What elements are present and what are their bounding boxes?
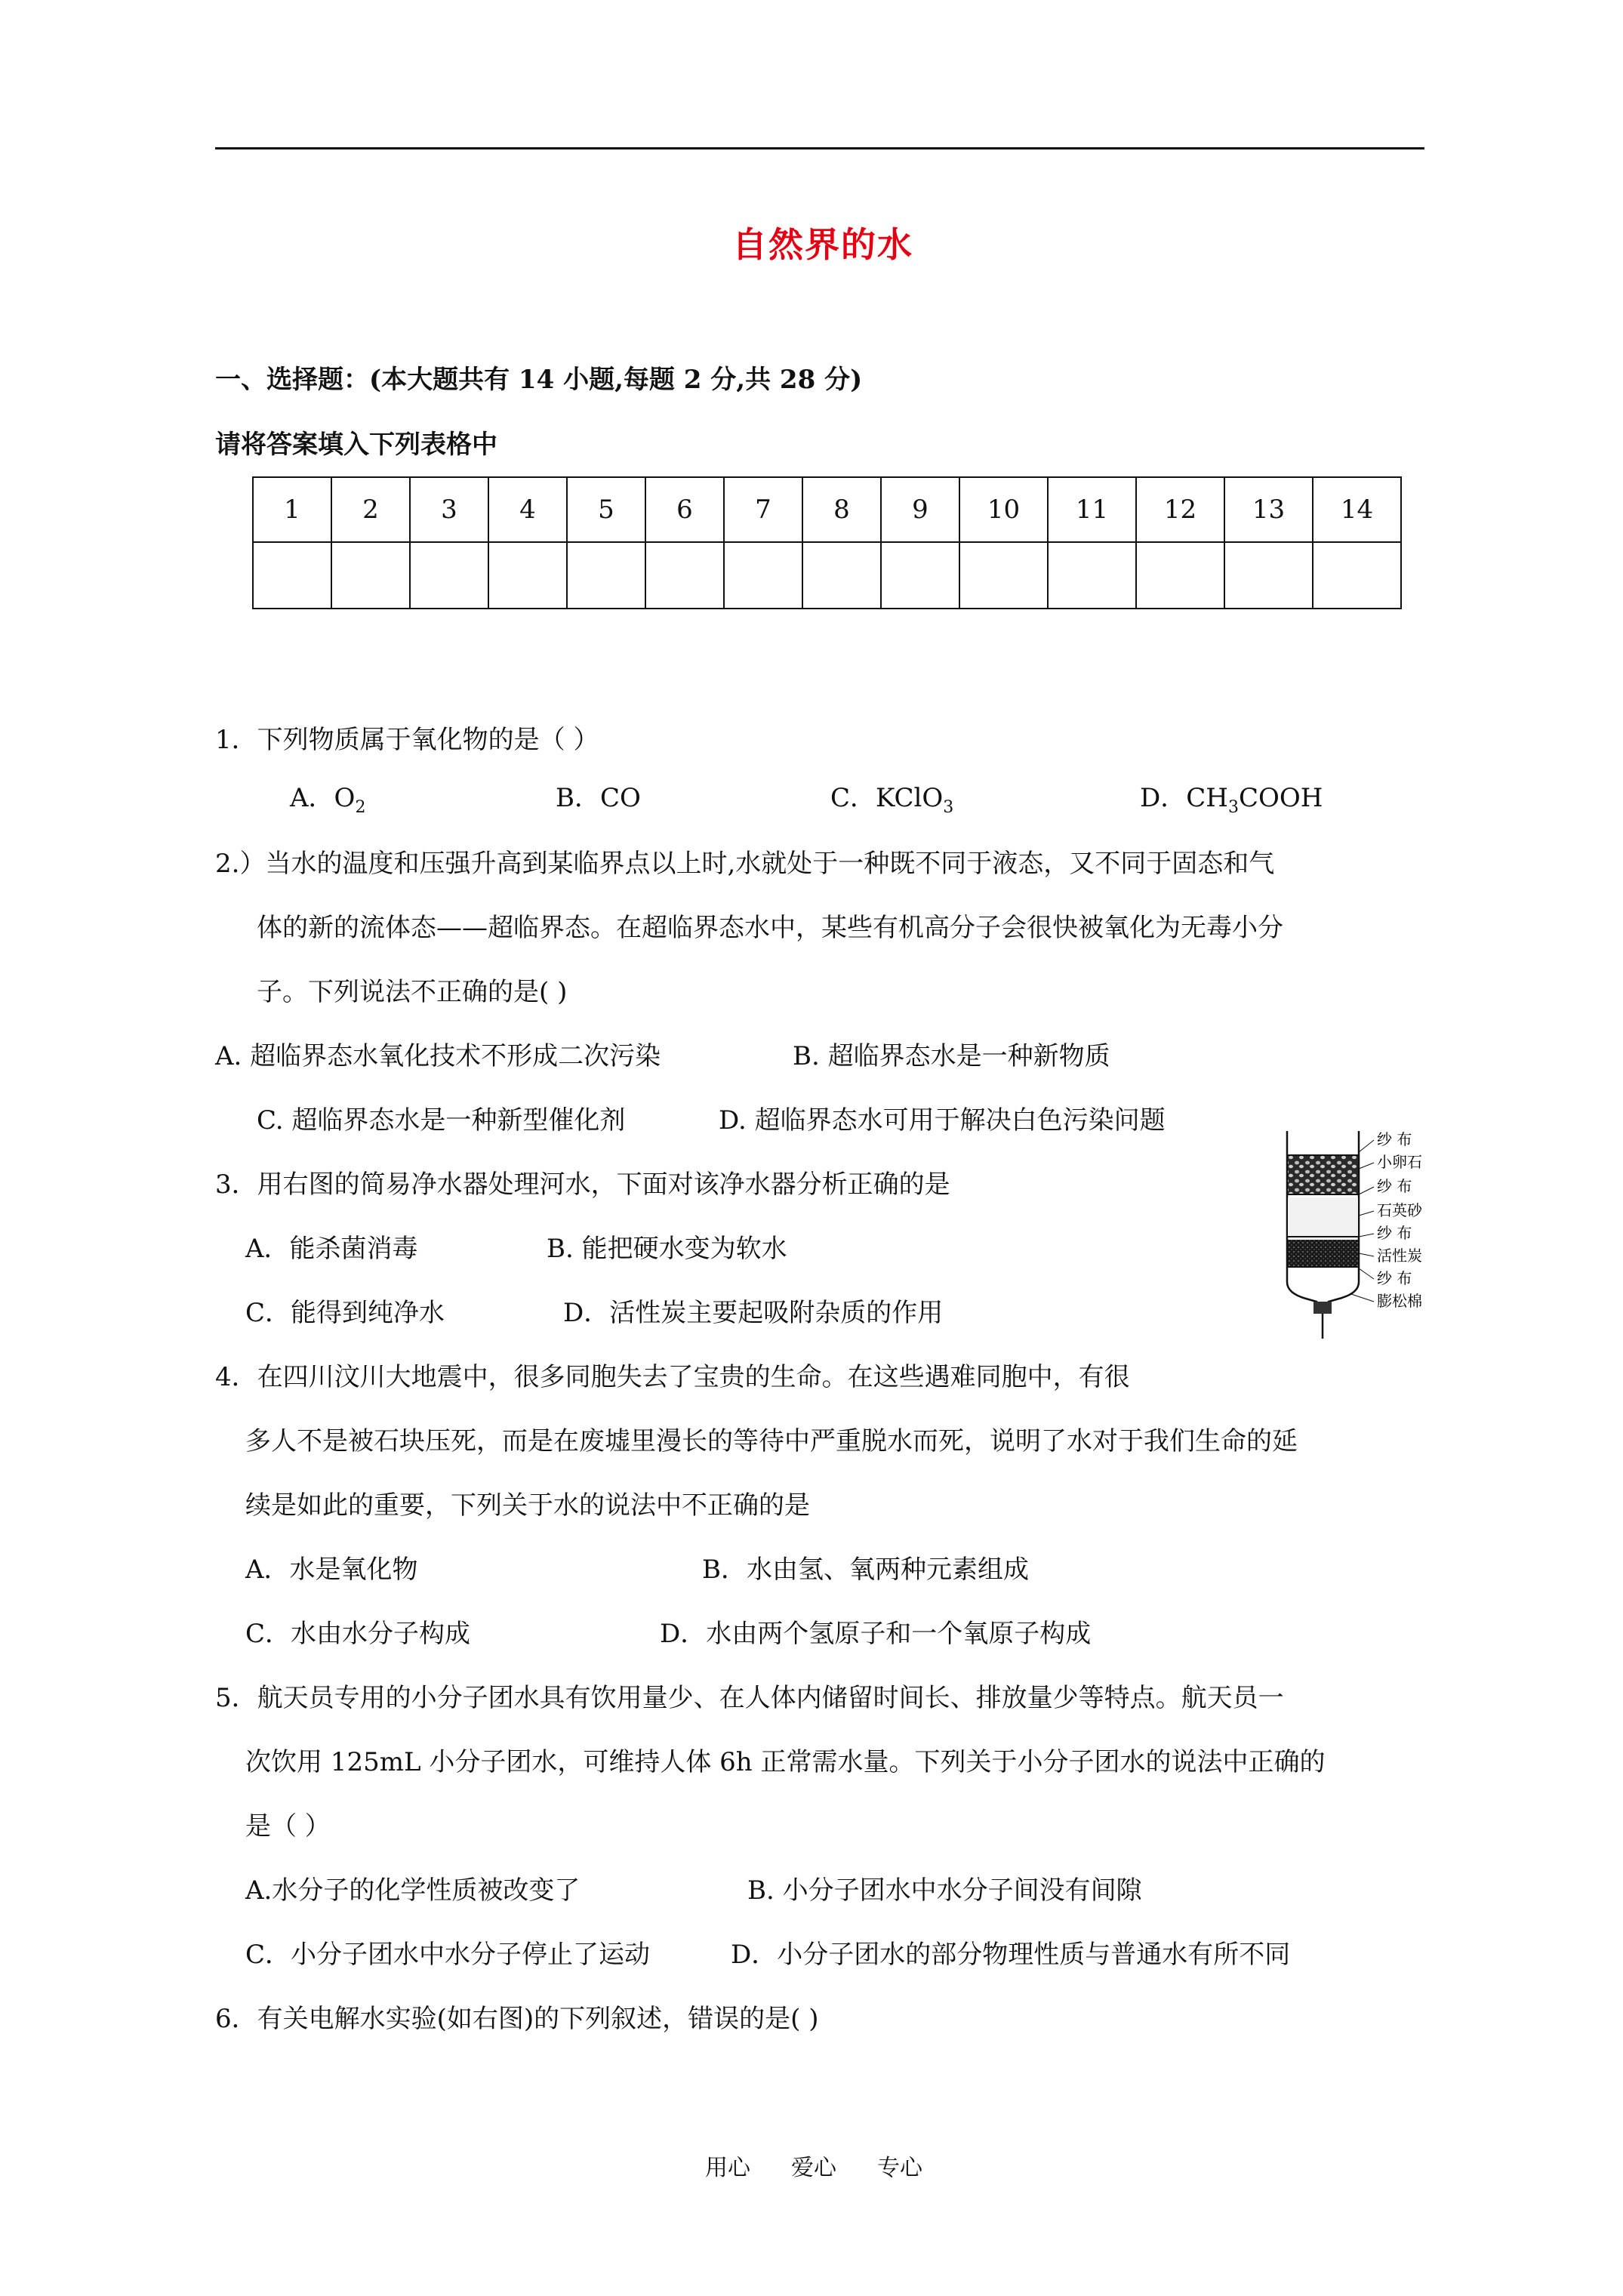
question-1-stem: 1．下列物质属于氧化物的是（ ） bbox=[215, 725, 599, 755]
answer-cell[interactable] bbox=[410, 542, 488, 609]
table-instruction: 请将答案填入下列表格中 bbox=[215, 430, 497, 460]
filter-label: 纱 布 bbox=[1377, 1130, 1412, 1148]
question-5-line-2: 次饮用 125mL 小分子团水，可维持人体 6h 正常需水量。下列关于小分子团水的说法中正确的 bbox=[245, 1747, 1326, 1777]
answer-col-header: 14 bbox=[1313, 477, 1401, 542]
question-4-option-c: C．水由水分子构成 bbox=[245, 1619, 471, 1649]
answer-col-header: 8 bbox=[802, 477, 881, 542]
option-text: D．CH bbox=[1140, 783, 1228, 813]
filter-label: 膨松棉 bbox=[1377, 1292, 1422, 1310]
answer-col-header: 1 bbox=[253, 477, 331, 542]
answer-col-header: 4 bbox=[488, 477, 567, 542]
question-6-stem: 6．有关电解水实验(如右图)的下列叙述，错误的是( ) bbox=[215, 2004, 819, 2034]
header-rule bbox=[215, 147, 1424, 149]
question-5-option-c: C．小分子团水中水分子停止了运动 bbox=[245, 1940, 651, 1970]
question-3-option-d: D．活性炭主要起吸附杂质的作用 bbox=[563, 1298, 944, 1328]
page-title: 自然界的水 bbox=[732, 224, 913, 265]
answer-cell[interactable] bbox=[1313, 542, 1401, 609]
answer-table bbox=[252, 476, 1402, 609]
answer-col-header: 2 bbox=[331, 477, 410, 542]
section-heading: 一、选择题：(本大题共有 14 小题,每题 2 分,共 28 分) bbox=[215, 365, 863, 395]
question-5-option-d: D．小分子团水的部分物理性质与普通水有所不同 bbox=[731, 1940, 1291, 1970]
answer-cell[interactable] bbox=[881, 542, 959, 609]
footer-text: 爱心 bbox=[791, 2155, 836, 2181]
subscript: 3 bbox=[1227, 798, 1239, 817]
answer-col-header: 7 bbox=[724, 477, 802, 542]
answer-col-header: 5 bbox=[567, 477, 645, 542]
question-5-line-1: 5．航天员专用的小分子团水具有饮用量少、在人体内储留时间长、排放量少等特点。航天员一 bbox=[215, 1683, 1284, 1713]
answer-col-header: 10 bbox=[959, 477, 1048, 542]
question-4-option-a: A．水是氧化物 bbox=[245, 1555, 418, 1585]
answer-col-header: 13 bbox=[1224, 477, 1313, 542]
filter-label: 活性炭 bbox=[1377, 1247, 1422, 1265]
water-filter-figure bbox=[1283, 1123, 1449, 1342]
answer-col-header: 12 bbox=[1136, 477, 1224, 542]
option-text: A．O bbox=[290, 783, 356, 813]
question-1-option-d bbox=[1140, 785, 1323, 816]
answer-cell[interactable] bbox=[802, 542, 881, 609]
question-2-option-b: B. 超临界态水是一种新物质 bbox=[793, 1041, 1110, 1071]
answer-cell[interactable] bbox=[645, 542, 724, 609]
answer-cell[interactable] bbox=[959, 542, 1048, 609]
question-1-option-c bbox=[830, 785, 953, 816]
answer-cell[interactable] bbox=[567, 542, 645, 609]
option-text: COOH bbox=[1238, 783, 1323, 813]
question-3-option-c: C．能得到纯净水 bbox=[245, 1298, 445, 1328]
answer-col-header: 9 bbox=[881, 477, 959, 542]
filter-label: 纱 布 bbox=[1377, 1177, 1412, 1195]
option-text: C．KClO bbox=[830, 783, 944, 813]
question-3-option-b: B. 能把硬水变为软水 bbox=[547, 1234, 787, 1264]
answer-cell[interactable] bbox=[1048, 542, 1136, 609]
filter-label: 小卵石 bbox=[1377, 1153, 1422, 1171]
question-2-option-a: A. 超临界态水氧化技术不形成二次污染 bbox=[215, 1041, 661, 1071]
question-2-line-1: 2.）当水的温度和压强升高到某临界点以上时,水就处于一种既不同于液态，又不同于固态和气 bbox=[215, 849, 1275, 879]
answer-table-blank-row bbox=[253, 542, 1401, 609]
answer-cell[interactable] bbox=[331, 542, 410, 609]
water-filter-diagram bbox=[1283, 1123, 1449, 1342]
question-2-option-d: D. 超临界态水可用于解决白色污染问题 bbox=[719, 1105, 1166, 1136]
question-2-option-c: C. 超临界态水是一种新型催化剂 bbox=[257, 1105, 626, 1136]
question-4-option-d: D．水由两个氢原子和一个氧原子构成 bbox=[660, 1619, 1092, 1649]
question-2-line-2: 体的新的流体态——超临界态。在超临界态水中，某些有机高分子会很快被氧化为无毒小分 bbox=[257, 913, 1283, 943]
footer-text: 用心 bbox=[705, 2155, 750, 2181]
filter-label: 纱 布 bbox=[1377, 1224, 1412, 1242]
question-1-option-a bbox=[290, 785, 365, 816]
question-3-option-a: A．能杀菌消毒 bbox=[245, 1234, 418, 1264]
answer-table-header-row bbox=[253, 477, 1401, 542]
question-4-option-b: B．水由氢、氧两种元素组成 bbox=[702, 1555, 1029, 1585]
question-1-option-b: B．CO bbox=[556, 783, 641, 813]
question-5-option-b: B. 小分子团水中水分子间没有间隙 bbox=[747, 1875, 1142, 1906]
question-5-line-3: 是（ ） bbox=[245, 1811, 331, 1841]
question-4-line-2: 多人不是被石块压死，而是在废墟里漫长的等待中严重脱水而死，说明了水对于我们生命的延 bbox=[245, 1426, 1298, 1456]
filter-label: 纱 布 bbox=[1377, 1269, 1412, 1287]
answer-col-header: 6 bbox=[645, 477, 724, 542]
question-5-option-a: A.水分子的化学性质被改变了 bbox=[245, 1875, 581, 1906]
question-3-stem: 3．用右图的简易净水器处理河水，下面对该净水器分析正确的是 bbox=[215, 1170, 950, 1200]
answer-cell[interactable] bbox=[253, 542, 331, 609]
answer-cell[interactable] bbox=[724, 542, 802, 609]
question-4-line-1: 4．在四川汶川大地震中，很多同胞失去了宝贵的生命。在这些遇难同胞中，有很 bbox=[215, 1362, 1130, 1392]
footer-text: 专心 bbox=[877, 2155, 922, 2181]
answer-cell[interactable] bbox=[1224, 542, 1313, 609]
question-2-line-3: 子。下列说法不正确的是( ) bbox=[257, 977, 568, 1007]
answer-col-header: 11 bbox=[1048, 477, 1136, 542]
answer-cell[interactable] bbox=[1136, 542, 1224, 609]
subscript: 3 bbox=[943, 798, 954, 817]
answer-cell[interactable] bbox=[488, 542, 567, 609]
subscript: 2 bbox=[355, 798, 366, 817]
answer-col-header: 3 bbox=[410, 477, 488, 542]
filter-label: 石英砂 bbox=[1377, 1201, 1422, 1219]
question-4-line-3: 续是如此的重要，下列关于水的说法中不正确的是 bbox=[245, 1490, 810, 1521]
